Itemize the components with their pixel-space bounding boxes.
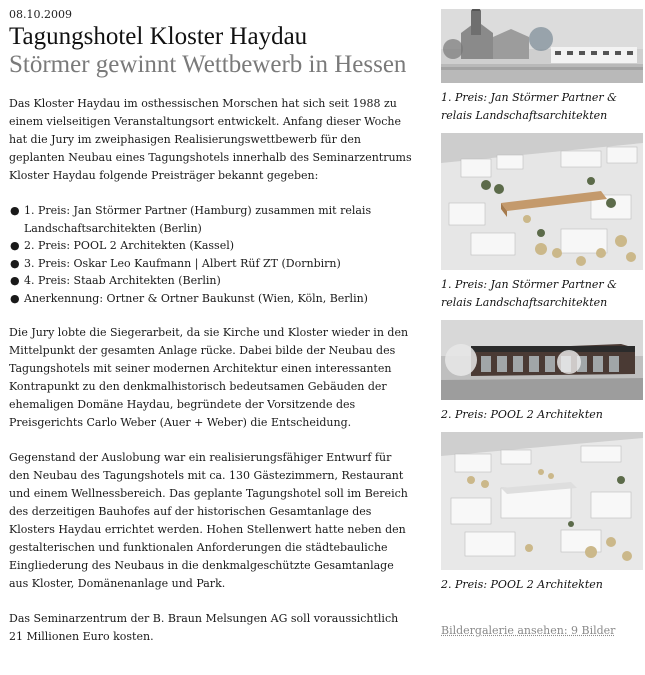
rendering-church-image[interactable] xyxy=(441,9,643,83)
figure-1 xyxy=(441,9,643,125)
article-title: Tagungshotel Kloster Haydau xyxy=(9,23,308,50)
list-item xyxy=(9,272,413,290)
list-item xyxy=(9,255,413,273)
article-paragraph-jury: Die Jury lobte die Siegerarbeit, da sie Kirche und Kloster wieder in den Mittelpunkt der gesamten Anlage rücke. Dabei bilde der Neubau des Tagungshotels mit seiner modernen Architektur einen interessanten Kontrapunkt zu den denkmalhistorisch bedeutsamen Gebäuden der ehemaligen Domäne Haydau, begründete der Vorsitzende des Preisgerichts Carlo Weber (Auer + Weber) die Entscheidung. xyxy=(9,326,409,429)
figure-2 xyxy=(441,133,643,312)
figure-caption: 1. Preis: Jan Störmer Partner & relais Landschaftsarchitekten xyxy=(441,91,617,122)
bullet-icon: ● xyxy=(10,239,20,252)
figure-3 xyxy=(441,320,643,424)
rendering-building-image[interactable] xyxy=(441,320,643,400)
figure-caption: 1. Preis: Jan Störmer Partner & relais Landschaftsarchitekten xyxy=(441,278,617,309)
bullet-icon: ● xyxy=(10,204,20,217)
bullet-icon: ● xyxy=(10,256,20,270)
article-paragraph-cost: Das Seminarzentrum der B. Braun Melsungen AG soll voraussichtlich 21 Millionen Euro kosten. xyxy=(9,612,399,642)
prize-text: 4. Preis: Staab Architekten (Berlin) xyxy=(24,274,221,287)
model-photo-image[interactable] xyxy=(441,432,643,570)
article-subtitle: Störmer gewinnt Wettbewerb in Hessen xyxy=(9,51,407,78)
article-paragraph-brief: Gegenstand der Auslobung war ein realisierungsfähiger Entwurf für den Neubau des Tagungshotels mit ca. 130 Gästezimmern, Restaurant und einem Wellnessbereich. Das geplante Tagungshotel soll im Bereich des derzeitigen Bauhofes auf der historischen Gesamtanlage des Klosters Haydau errichtet werden. Hohen Stellenwert hatte neben den gestalterischen und funktionalen Anforderungen die städtebauliche Eingliederung des Neubaus in die denkmalgeschützte Gesamtanlage aus Kloster, Domänenanlage und Park. xyxy=(9,451,408,590)
article-intro: Das Kloster Haydau im osthessischen Morschen hat sich seit 1988 zu einem vielseitigen Veranstaltungsort entwickelt. Anfang dieser Woche hat die Jury im zweiphasigen Realisierungswettbewerb für den geplanten Neubau eines Tagungshotels innerhalb des Seminarzentrums Kloster Haydau folgende Preisträger bekannt gegeben: xyxy=(9,97,412,182)
prize-text: 3. Preis: Oskar Leo Kaufmann | Albert Rüf ZT (Dornbirn) xyxy=(24,256,341,270)
list-item xyxy=(9,237,413,255)
bullet-icon: ● xyxy=(10,274,20,287)
article-date: 08.10.2009 xyxy=(9,8,72,21)
gallery-link[interactable]: Bildergalerie ansehen: 9 Bilder xyxy=(441,624,616,637)
model-photo-image[interactable] xyxy=(441,133,643,270)
prize-list xyxy=(9,202,413,307)
bullet-icon: ● xyxy=(10,291,20,305)
image-sidebar xyxy=(441,9,643,638)
list-item xyxy=(9,290,413,308)
prize-text: 2. Preis: POOL 2 Architekten (Kassel) xyxy=(24,239,235,252)
article-clip xyxy=(9,610,413,642)
list-item xyxy=(9,202,413,237)
prize-text: Anerkennung: Ortner & Ortner Baukunst (Wien, Köln, Berlin) xyxy=(24,291,368,305)
figure-caption: 2. Preis: POOL 2 Architekten xyxy=(441,578,603,591)
figure-4 xyxy=(441,432,643,594)
article xyxy=(9,8,413,642)
prize-text: 1. Preis: Jan Störmer Partner (Hamburg) zusammen mit relais Landschaftsarchitekten (Berlin) xyxy=(24,204,372,235)
figure-caption: 2. Preis: POOL 2 Architekten xyxy=(441,408,603,421)
